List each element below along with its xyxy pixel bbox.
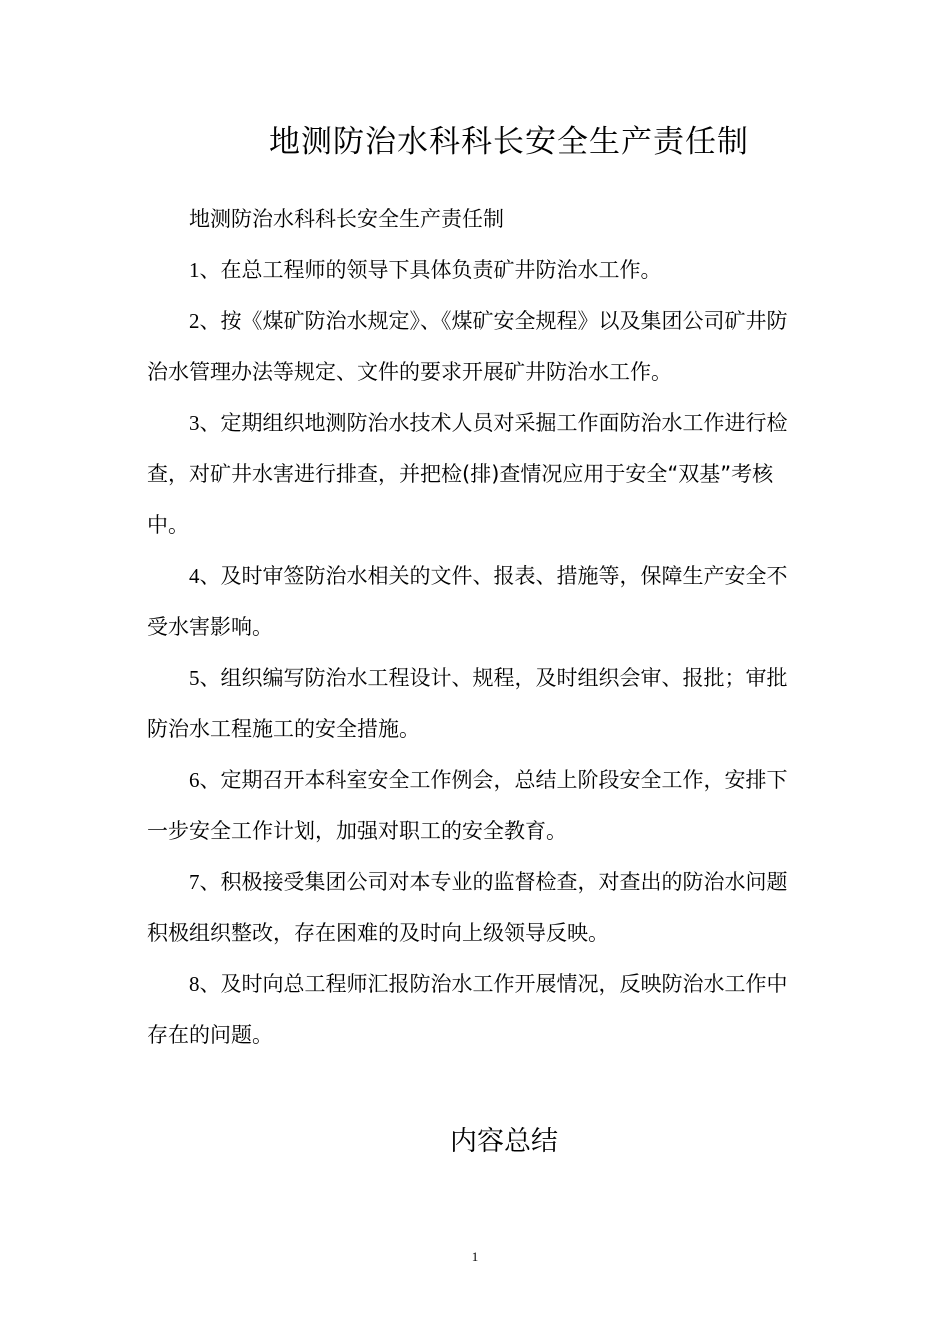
clause-text: 、定期组织地测防治水技术人员对采掘工作面防治水工作进行检查，对矿井水害进行排查，并把检(排)查情况应用于安全“双基”考核中。: [147, 411, 788, 537]
clause-7: [147, 857, 807, 959]
clause-3: [147, 398, 807, 551]
clause-text: 、在总工程师的领导下具体负责矿井防治水工作。: [199, 258, 662, 282]
clause-1: [147, 245, 807, 296]
clause-text: 、积极接受集团公司对本专业的监督检查，对查出的防治水问题积极组织整改，存在困难的及时向上级领导反映。: [147, 870, 788, 945]
clause-5: [147, 653, 807, 755]
clause-number: 8: [189, 972, 200, 996]
page-number: 1: [471, 1249, 479, 1264]
clause-text: 、定期召开本科室安全工作例会，总结上阶段安全工作，安排下一步安全工作计划，加强对职工的安全教育。: [147, 768, 788, 843]
clause-2: [147, 296, 807, 398]
clause-number: 4: [189, 564, 200, 588]
clause-number: 5: [189, 666, 200, 690]
document-subtitle: 地测防治水科科长安全生产责任制: [189, 207, 504, 231]
clause-number: 3: [189, 411, 200, 435]
clause-text: 、按《煤矿防治水规定》、《煤矿安全规程》以及集团公司矿井防治水管理办法等规定、文件的要求开展矿井防治水工作。: [147, 309, 788, 384]
document-body: [147, 194, 807, 1061]
clause-number: 6: [189, 768, 200, 792]
clause-text: 、及时向总工程师汇报防治水工作开展情况，反映防治水工作中存在的问题。: [147, 972, 788, 1047]
document-title: 地测防治水科科长安全生产责任制: [269, 124, 749, 160]
clause-number: 1: [189, 258, 200, 282]
summary-heading: 内容总结: [450, 1126, 558, 1157]
clause-text: 、组织编写防治水工程设计、规程，及时组织会审、报批；审批防治水工程施工的安全措施。: [147, 666, 788, 741]
clause-number: 7: [189, 870, 200, 894]
clause-4: [147, 551, 807, 653]
clause-text: 、及时审签防治水相关的文件、报表、措施等，保障生产安全不受水害影响。: [147, 564, 788, 639]
clause-8: [147, 959, 807, 1061]
clause-6: [147, 755, 807, 857]
clause-number: 2: [189, 309, 200, 333]
